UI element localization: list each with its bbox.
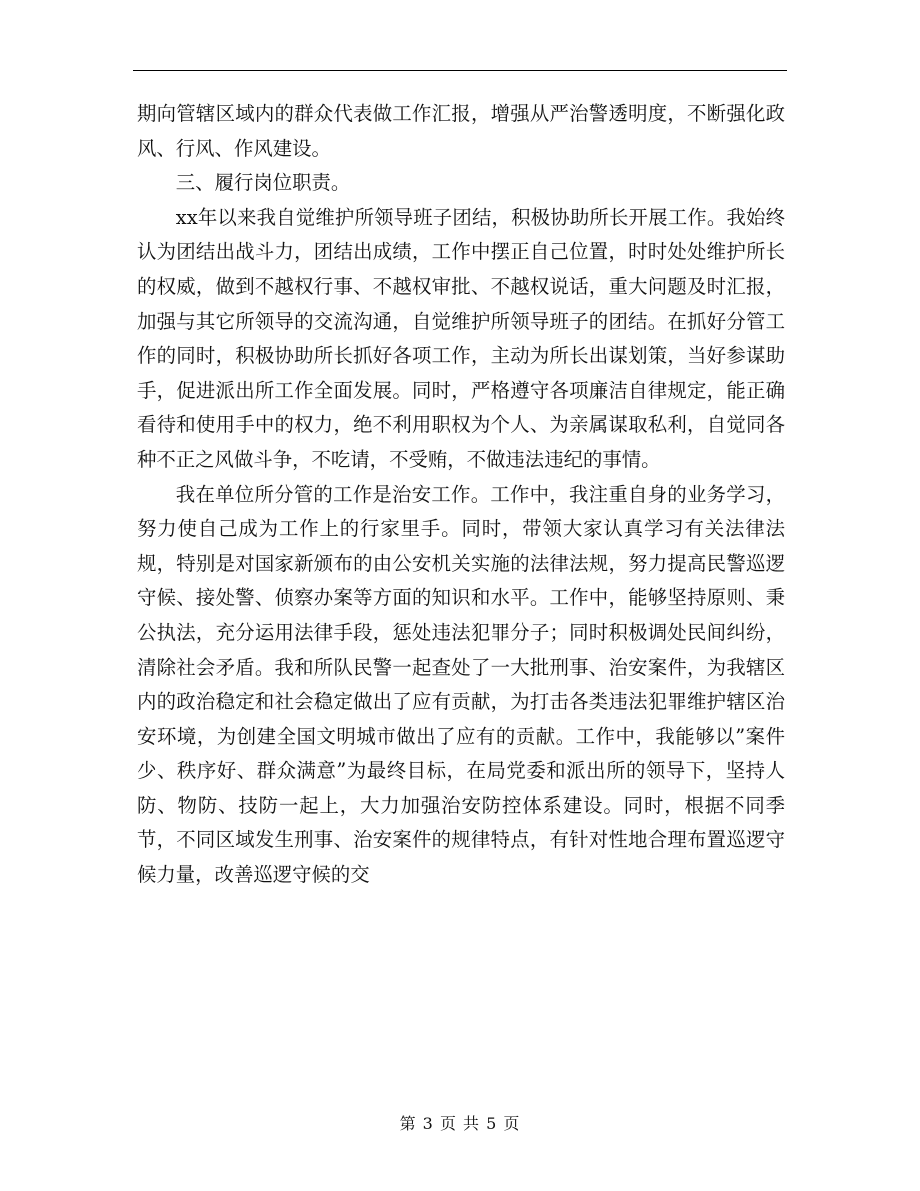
header-rule	[133, 70, 787, 71]
paragraph-continuation: 期向管辖区域内的群众代表做工作汇报，增强从严治警透明度，不断强化政风、行风、作风建设。	[137, 102, 785, 160]
paragraph: 我在单位所分管的工作是治安工作。工作中，我注重自身的业务学习，努力使自己成为工作上的行家里手。同时，带领大家认真学习有关法律法规，特别是对国家新颁布的由公安机关实施的法律法规，努力提高民警巡逻守候、接处警、侦察办案等方面的知识和水平。工作中，能够坚持原则、秉公执法，充分运用法律手段，惩处违法犯罪分子；同时积极调处民间纠纷，清除社会矛盾。我和所队民警一起查处了一大批刑事、治安案件，为我辖区内的政治稳定和社会稳定做出了应有贡献，为打击各类违法犯罪维护辖区治安环境，为创建全国文明城市做出了应有的贡献。工作中，我能够以”案件少、秩序好、群众满意”为最终目标，在局党委和派出所的领导下，坚持人防、物防、技防一起上，大力加强治安防控体系建设。同时，根据不同季节，不同区域发生刑事、治安案件的规律特点，有针对性地合理布置巡逻守候力量，改善巡逻守候的交	[137, 482, 785, 887]
paragraph: xx年以来我自觉维护所领导班子团结，积极协助所长开展工作。我始终认为团结出战斗力，团结出成绩，工作中摆正自己位置，时时处处维护所长的权威，做到不越权行事、不越权审批、不越权说话，重大问题及时汇报，加强与其它所领导的交流沟通，自觉维护所领导班子的团结。在抓好分管工作的同时，积极协助所长抓好各项工作，主动为所长出谋划策，当好参谋助手，促进派出所工作全面发展。同时，严格遵守各项廉洁自律规定，能正确看待和使用手中的权力，绝不利用职权为个人、为亲属谋取私利，自觉同各种不正之风做斗争，不吃请，不受贿，不做违法违纪的事情。	[137, 205, 785, 471]
body-text	[137, 97, 785, 893]
page-number-footer: 第 3 页 共 5 页	[399, 1114, 521, 1133]
section-heading: 三、履行岗位职责。	[175, 171, 351, 195]
